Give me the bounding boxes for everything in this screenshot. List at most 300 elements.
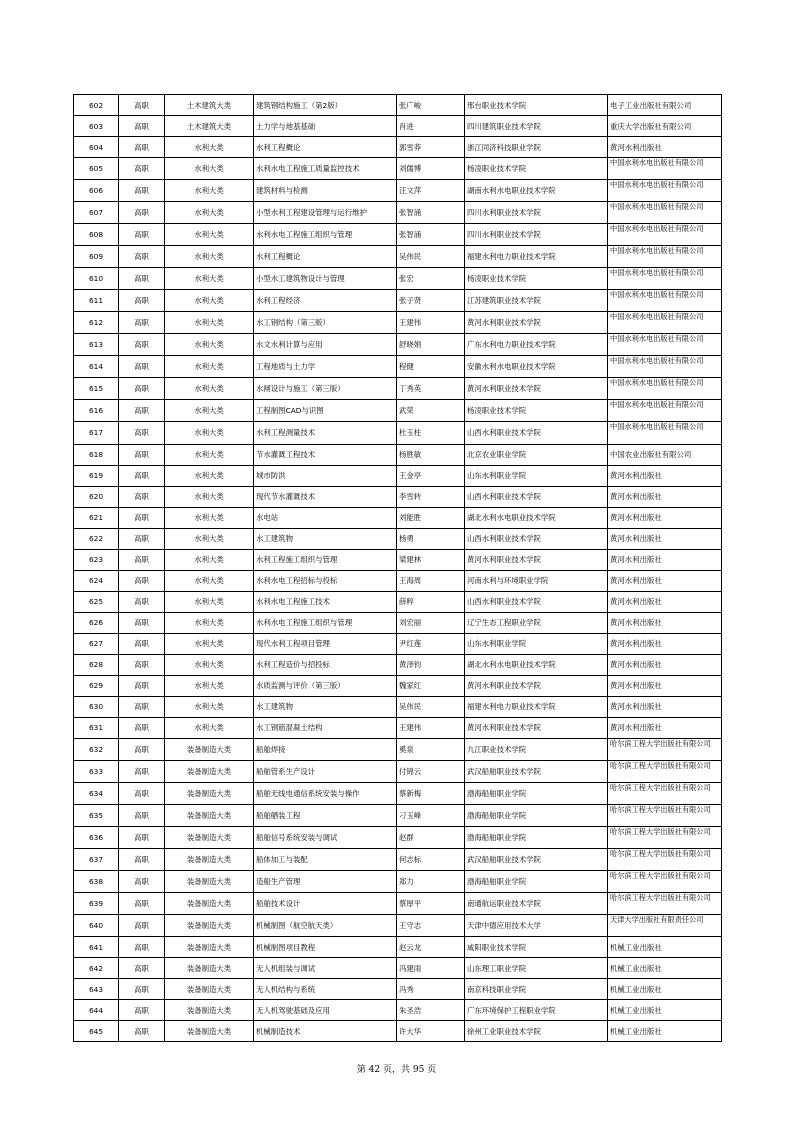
- cell-title: 水文水利计算与应用: [254, 334, 397, 356]
- cell-title: 水利工程概论: [254, 137, 397, 158]
- cell-number: 627: [74, 633, 119, 654]
- cell-school: 江苏建筑职业技术学院: [465, 290, 608, 312]
- cell-number: 632: [74, 738, 119, 760]
- cell-title: 船舶焊接: [254, 738, 397, 760]
- cell-number: 611: [74, 290, 119, 312]
- cell-number: 615: [74, 378, 119, 400]
- cell-title: 建筑钢结构施工（第2版）: [254, 95, 397, 116]
- cell-number: 628: [74, 654, 119, 675]
- cell-school: 南京科技职业学院: [465, 979, 608, 1000]
- cell-number: 631: [74, 717, 119, 738]
- table-row: [74, 507, 722, 528]
- cell-number: 641: [74, 937, 119, 958]
- cell-level: 高职: [119, 1021, 165, 1042]
- cell-school: 九江职业技术学院: [465, 738, 608, 760]
- cell-publisher: 电子工业出版社有限公司: [608, 95, 722, 116]
- cell-author: 刁玉峰: [397, 805, 465, 827]
- cell-author: 郑力: [397, 871, 465, 893]
- table-row: [74, 202, 722, 224]
- cell-school: 浙江同济科技职业学院: [465, 137, 608, 158]
- cell-school: 广东环境保护工程职业学院: [465, 1000, 608, 1021]
- cell-publisher: 黄河水利出版社: [608, 675, 722, 696]
- cell-school: 山西水利职业技术学院: [465, 422, 608, 444]
- cell-category: 水利大类: [165, 312, 254, 334]
- table-row: [74, 937, 722, 958]
- table-row: [74, 871, 722, 893]
- table-row: [74, 246, 722, 268]
- cell-publisher: 哈尔滨工程大学出版社有限公司: [608, 827, 722, 849]
- cell-level: 高职: [119, 805, 165, 827]
- cell-title: 水利水电工程施工组织与管理: [254, 224, 397, 246]
- cell-number: 643: [74, 979, 119, 1000]
- cell-category: 装备制造大类: [165, 958, 254, 979]
- page-footer: 第 42 页，共 95 页: [356, 1065, 437, 1075]
- cell-number: 603: [74, 116, 119, 137]
- cell-number: 619: [74, 465, 119, 486]
- cell-author: 王海周: [397, 570, 465, 591]
- table-row: [74, 528, 722, 549]
- cell-author: 魏家红: [397, 675, 465, 696]
- cell-category: 装备制造大类: [165, 827, 254, 849]
- cell-publisher: 黄河水利出版社: [608, 633, 722, 654]
- cell-title: 水利水电工程施工质量监控技术: [254, 158, 397, 180]
- cell-title: 水闸设计与施工（第三版）: [254, 378, 397, 400]
- cell-publisher: 哈尔滨工程大学出版社有限公司: [608, 871, 722, 893]
- cell-level: 高职: [119, 760, 165, 782]
- table-row: [74, 422, 722, 444]
- cell-title: 水工建筑物: [254, 528, 397, 549]
- cell-level: 高职: [119, 116, 165, 137]
- cell-school: 福建水利电力职业技术学院: [465, 246, 608, 268]
- cell-author: 刘儒博: [397, 158, 465, 180]
- cell-author: 张智涌: [397, 202, 465, 224]
- cell-publisher: 机械工业出版社: [608, 1021, 722, 1042]
- table-row: [74, 738, 722, 760]
- cell-level: 高职: [119, 95, 165, 116]
- table-row: [74, 312, 722, 334]
- cell-author: 蔡厚平: [397, 893, 465, 915]
- table-row: [74, 290, 722, 312]
- cell-title: 工程制图CAD与识图: [254, 400, 397, 422]
- cell-level: 高职: [119, 202, 165, 224]
- cell-title: 无人机驾驶基础及应用: [254, 1000, 397, 1021]
- cell-school: 山东水利职业学院: [465, 465, 608, 486]
- cell-number: 644: [74, 1000, 119, 1021]
- cell-school: 辽宁生态工程职业学院: [465, 612, 608, 633]
- cell-publisher: 重庆大学出版社有限公司: [608, 116, 722, 137]
- cell-category: 水利大类: [165, 180, 254, 202]
- cell-category: 水利大类: [165, 465, 254, 486]
- cell-title: 水工钢结构（第三版）: [254, 312, 397, 334]
- cell-author: 吴伟民: [397, 246, 465, 268]
- cell-title: 机械制图（航空航天类）: [254, 915, 397, 937]
- cell-title: 水工建筑物: [254, 696, 397, 717]
- table-row: [74, 95, 722, 116]
- table-row: [74, 827, 722, 849]
- cell-number: 640: [74, 915, 119, 937]
- cell-category: 水利大类: [165, 422, 254, 444]
- cell-level: 高职: [119, 137, 165, 158]
- cell-category: 水利大类: [165, 633, 254, 654]
- cell-category: 水利大类: [165, 486, 254, 507]
- cell-number: 642: [74, 958, 119, 979]
- cell-school: 北京农业职业学院: [465, 444, 608, 465]
- cell-title: 水工钢筋混凝土结构: [254, 717, 397, 738]
- cell-title: 城市防洪: [254, 465, 397, 486]
- cell-publisher: 中国水利水电出版社有限公司: [608, 356, 722, 378]
- cell-number: 633: [74, 760, 119, 782]
- cell-number: 637: [74, 849, 119, 871]
- cell-number: 614: [74, 356, 119, 378]
- cell-publisher: 中国水利水电出版社有限公司: [608, 268, 722, 290]
- cell-level: 高职: [119, 528, 165, 549]
- cell-author: 朱圣浩: [397, 1000, 465, 1021]
- cell-author: 黄泽钧: [397, 654, 465, 675]
- cell-school: 渤海船舶职业学院: [465, 827, 608, 849]
- cell-school: 山西水利职业技术学院: [465, 486, 608, 507]
- cell-school: 湖南水利水电职业技术学院: [465, 180, 608, 202]
- table-body: [74, 95, 722, 1042]
- cell-author: 张广峻: [397, 95, 465, 116]
- cell-publisher: 黄河水利出版社: [608, 717, 722, 738]
- cell-publisher: 中国水利水电出版社有限公司: [608, 334, 722, 356]
- table-row: [74, 696, 722, 717]
- cell-school: 渤海船舶职业学院: [465, 783, 608, 805]
- cell-publisher: 天津大学出版社有限责任公司: [608, 915, 722, 937]
- cell-number: 607: [74, 202, 119, 224]
- cell-author: 张宏: [397, 268, 465, 290]
- table-row: [74, 915, 722, 937]
- cell-publisher: 哈尔滨工程大学出版社有限公司: [608, 783, 722, 805]
- cell-title: 水电站: [254, 507, 397, 528]
- cell-school: 湖北水利水电职业技术学院: [465, 507, 608, 528]
- cell-number: 636: [74, 827, 119, 849]
- cell-level: 高职: [119, 871, 165, 893]
- cell-school: 渤海船舶职业学院: [465, 871, 608, 893]
- cell-title: 水质监测与评价（第三版）: [254, 675, 397, 696]
- cell-level: 高职: [119, 717, 165, 738]
- cell-category: 土木建筑大类: [165, 116, 254, 137]
- cell-publisher: 中国水利水电出版社有限公司: [608, 400, 722, 422]
- cell-title: 水利工程施工组织与管理: [254, 549, 397, 570]
- cell-category: 水利大类: [165, 290, 254, 312]
- cell-category: 水利大类: [165, 549, 254, 570]
- cell-number: 629: [74, 675, 119, 696]
- table-row: [74, 137, 722, 158]
- cell-author: 赵群: [397, 827, 465, 849]
- cell-number: 617: [74, 422, 119, 444]
- cell-level: 高职: [119, 246, 165, 268]
- cell-publisher: 中国水利水电出版社有限公司: [608, 158, 722, 180]
- cell-number: 625: [74, 591, 119, 612]
- cell-school: 邢台职业技术学院: [465, 95, 608, 116]
- table-row: [74, 444, 722, 465]
- table-row: [74, 356, 722, 378]
- cell-title: 船舶无线电通信系统安装与操作: [254, 783, 397, 805]
- cell-author: 赵云龙: [397, 937, 465, 958]
- cell-category: 水利大类: [165, 400, 254, 422]
- cell-number: 610: [74, 268, 119, 290]
- cell-title: 小型水利工程建设管理与运行维护: [254, 202, 397, 224]
- cell-publisher: 中国农业出版社有限公司: [608, 444, 722, 465]
- cell-level: 高职: [119, 958, 165, 979]
- cell-publisher: 黄河水利出版社: [608, 137, 722, 158]
- cell-publisher: 哈尔滨工程大学出版社有限公司: [608, 893, 722, 915]
- cell-author: 汪文萍: [397, 180, 465, 202]
- cell-level: 高职: [119, 696, 165, 717]
- cell-category: 水利大类: [165, 717, 254, 738]
- cell-school: 南通航运职业技术学院: [465, 893, 608, 915]
- cell-school: 山西水利职业技术学院: [465, 591, 608, 612]
- cell-number: 609: [74, 246, 119, 268]
- cell-number: 602: [74, 95, 119, 116]
- cell-school: 广东水利电力职业技术学院: [465, 334, 608, 356]
- cell-school: 天津中德应用技术大学: [465, 915, 608, 937]
- cell-category: 水利大类: [165, 507, 254, 528]
- cell-author: 冯建雨: [397, 958, 465, 979]
- cell-number: 604: [74, 137, 119, 158]
- cell-school: 黄河水利职业技术学院: [465, 549, 608, 570]
- cell-number: 639: [74, 893, 119, 915]
- cell-category: 水利大类: [165, 696, 254, 717]
- cell-author: 薛粹: [397, 591, 465, 612]
- cell-author: 吴伟民: [397, 696, 465, 717]
- table-row: [74, 958, 722, 979]
- cell-school: 武汉船舶职业技术学院: [465, 849, 608, 871]
- cell-school: 徐州工业职业技术学院: [465, 1021, 608, 1042]
- cell-author: 付锦云: [397, 760, 465, 782]
- cell-level: 高职: [119, 268, 165, 290]
- cell-publisher: 中国水利水电出版社有限公司: [608, 246, 722, 268]
- cell-title: 现代水利工程项目管理: [254, 633, 397, 654]
- cell-number: 626: [74, 612, 119, 633]
- cell-title: 船舶管系生产设计: [254, 760, 397, 782]
- cell-publisher: 黄河水利出版社: [608, 486, 722, 507]
- cell-school: 福建水利电力职业技术学院: [465, 696, 608, 717]
- cell-publisher: 哈尔滨工程大学出版社有限公司: [608, 849, 722, 871]
- cell-number: 608: [74, 224, 119, 246]
- cell-school: 湖北水利水电职业技术学院: [465, 654, 608, 675]
- cell-publisher: 中国水利水电出版社有限公司: [608, 378, 722, 400]
- cell-level: 高职: [119, 400, 165, 422]
- cell-number: 635: [74, 805, 119, 827]
- cell-author: 何志标: [397, 849, 465, 871]
- cell-author: 刘能胜: [397, 507, 465, 528]
- cell-school: 杨凌职业技术学院: [465, 400, 608, 422]
- cell-school: 山东理工职业学院: [465, 958, 608, 979]
- cell-title: 水利水电工程施工技术: [254, 591, 397, 612]
- cell-level: 高职: [119, 180, 165, 202]
- cell-category: 装备制造大类: [165, 849, 254, 871]
- cell-number: 634: [74, 783, 119, 805]
- table-row: [74, 486, 722, 507]
- cell-category: 装备制造大类: [165, 979, 254, 1000]
- cell-author: 程健: [397, 356, 465, 378]
- cell-number: 606: [74, 180, 119, 202]
- cell-category: 水利大类: [165, 570, 254, 591]
- cell-title: 节水灌溉工程技术: [254, 444, 397, 465]
- cell-level: 高职: [119, 356, 165, 378]
- cell-category: 装备制造大类: [165, 738, 254, 760]
- cell-publisher: 中国水利水电出版社有限公司: [608, 312, 722, 334]
- cell-school: 咸阳职业技术学院: [465, 937, 608, 958]
- cell-number: 618: [74, 444, 119, 465]
- cell-number: 630: [74, 696, 119, 717]
- cell-category: 装备制造大类: [165, 1021, 254, 1042]
- cell-category: 水利大类: [165, 158, 254, 180]
- table-row: [74, 158, 722, 180]
- cell-publisher: 机械工业出版社: [608, 958, 722, 979]
- cell-publisher: 哈尔滨工程大学出版社有限公司: [608, 738, 722, 760]
- table-row: [74, 334, 722, 356]
- cell-author: 武荣: [397, 400, 465, 422]
- table-row: [74, 268, 722, 290]
- cell-level: 高职: [119, 738, 165, 760]
- table-row: [74, 400, 722, 422]
- cell-level: 高职: [119, 312, 165, 334]
- cell-publisher: 机械工业出版社: [608, 937, 722, 958]
- cell-author: 王金亭: [397, 465, 465, 486]
- cell-school: 武汉船舶职业技术学院: [465, 760, 608, 782]
- cell-category: 水利大类: [165, 444, 254, 465]
- table-row: [74, 979, 722, 1000]
- cell-author: 李雪转: [397, 486, 465, 507]
- cell-level: 高职: [119, 675, 165, 696]
- cell-school: 黄河水利职业技术学院: [465, 717, 608, 738]
- cell-level: 高职: [119, 654, 165, 675]
- cell-number: 612: [74, 312, 119, 334]
- cell-title: 建筑材料与检测: [254, 180, 397, 202]
- table-row: [74, 570, 722, 591]
- textbook-list-table: [73, 94, 722, 1042]
- cell-category: 水利大类: [165, 654, 254, 675]
- cell-title: 无人机组装与调试: [254, 958, 397, 979]
- cell-category: 装备制造大类: [165, 783, 254, 805]
- cell-publisher: 哈尔滨工程大学出版社有限公司: [608, 760, 722, 782]
- cell-level: 高职: [119, 612, 165, 633]
- cell-publisher: 黄河水利出版社: [608, 549, 722, 570]
- cell-category: 装备制造大类: [165, 805, 254, 827]
- table-row: [74, 591, 722, 612]
- cell-school: 黄河水利职业技术学院: [465, 312, 608, 334]
- cell-number: 624: [74, 570, 119, 591]
- cell-category: 水利大类: [165, 612, 254, 633]
- cell-number: 623: [74, 549, 119, 570]
- cell-publisher: 机械工业出版社: [608, 1000, 722, 1021]
- cell-level: 高职: [119, 422, 165, 444]
- table-row: [74, 378, 722, 400]
- table-row: [74, 675, 722, 696]
- table-row: [74, 893, 722, 915]
- cell-school: 渤海船舶职业学院: [465, 805, 608, 827]
- cell-level: 高职: [119, 486, 165, 507]
- cell-publisher: 黄河水利出版社: [608, 612, 722, 633]
- cell-category: 水利大类: [165, 356, 254, 378]
- cell-school: 河南水利与环境职业学院: [465, 570, 608, 591]
- cell-number: 605: [74, 158, 119, 180]
- cell-number: 622: [74, 528, 119, 549]
- cell-category: 装备制造大类: [165, 760, 254, 782]
- cell-author: 杜玉柱: [397, 422, 465, 444]
- cell-level: 高职: [119, 158, 165, 180]
- cell-publisher: 黄河水利出版社: [608, 654, 722, 675]
- cell-publisher: 中国水利水电出版社有限公司: [608, 422, 722, 444]
- table-row: [74, 224, 722, 246]
- cell-author: 舒晓娟: [397, 334, 465, 356]
- cell-author: 肖进: [397, 116, 465, 137]
- cell-title: 机械制造技术: [254, 1021, 397, 1042]
- cell-publisher: 黄河水利出版社: [608, 591, 722, 612]
- cell-title: 水利工程概论: [254, 246, 397, 268]
- cell-category: 水利大类: [165, 137, 254, 158]
- cell-level: 高职: [119, 979, 165, 1000]
- cell-title: 船舶信号系统安装与调试: [254, 827, 397, 849]
- cell-category: 装备制造大类: [165, 893, 254, 915]
- cell-author: 张子贤: [397, 290, 465, 312]
- cell-level: 高职: [119, 937, 165, 958]
- cell-level: 高职: [119, 224, 165, 246]
- cell-title: 水利工程造价与招投标: [254, 654, 397, 675]
- cell-category: 水利大类: [165, 202, 254, 224]
- cell-level: 高职: [119, 549, 165, 570]
- cell-publisher: 黄河水利出版社: [608, 507, 722, 528]
- cell-category: 水利大类: [165, 378, 254, 400]
- table-row: [74, 849, 722, 871]
- table-row: [74, 549, 722, 570]
- cell-school: 山西水利职业技术学院: [465, 528, 608, 549]
- cell-publisher: 中国水利水电出版社有限公司: [608, 180, 722, 202]
- table-row: [74, 116, 722, 137]
- cell-publisher: 黄河水利出版社: [608, 528, 722, 549]
- cell-author: 蔡新梅: [397, 783, 465, 805]
- cell-number: 620: [74, 486, 119, 507]
- cell-title: 船体加工与装配: [254, 849, 397, 871]
- cell-title: 机械制图项目教程: [254, 937, 397, 958]
- cell-number: 621: [74, 507, 119, 528]
- cell-category: 水利大类: [165, 224, 254, 246]
- cell-level: 高职: [119, 1000, 165, 1021]
- cell-title: 水利工程测量技术: [254, 422, 397, 444]
- cell-title: 水利工程经济: [254, 290, 397, 312]
- cell-school: 四川建筑职业技术学院: [465, 116, 608, 137]
- cell-level: 高职: [119, 570, 165, 591]
- cell-author: 奚泉: [397, 738, 465, 760]
- cell-level: 高职: [119, 915, 165, 937]
- cell-category: 水利大类: [165, 675, 254, 696]
- cell-category: 装备制造大类: [165, 937, 254, 958]
- cell-school: 四川水利职业技术学院: [465, 202, 608, 224]
- cell-level: 高职: [119, 849, 165, 871]
- cell-author: 张智涌: [397, 224, 465, 246]
- cell-author: 丁秀英: [397, 378, 465, 400]
- cell-author: 郭雪莽: [397, 137, 465, 158]
- table-row: [74, 1021, 722, 1042]
- cell-category: 土木建筑大类: [165, 95, 254, 116]
- cell-level: 高职: [119, 827, 165, 849]
- cell-author: 王建伟: [397, 717, 465, 738]
- cell-title: 工程地质与土力学: [254, 356, 397, 378]
- cell-author: 王建伟: [397, 312, 465, 334]
- cell-author: 杨胜敏: [397, 444, 465, 465]
- cell-author: 刘宏丽: [397, 612, 465, 633]
- cell-publisher: 机械工业出版社: [608, 979, 722, 1000]
- cell-author: 尹红莲: [397, 633, 465, 654]
- cell-author: 许大华: [397, 1021, 465, 1042]
- cell-publisher: 中国水利水电出版社有限公司: [608, 224, 722, 246]
- cell-level: 高职: [119, 444, 165, 465]
- cell-school: 安徽水利水电职业技术学院: [465, 356, 608, 378]
- cell-title: 小型水工建筑物设计与管理: [254, 268, 397, 290]
